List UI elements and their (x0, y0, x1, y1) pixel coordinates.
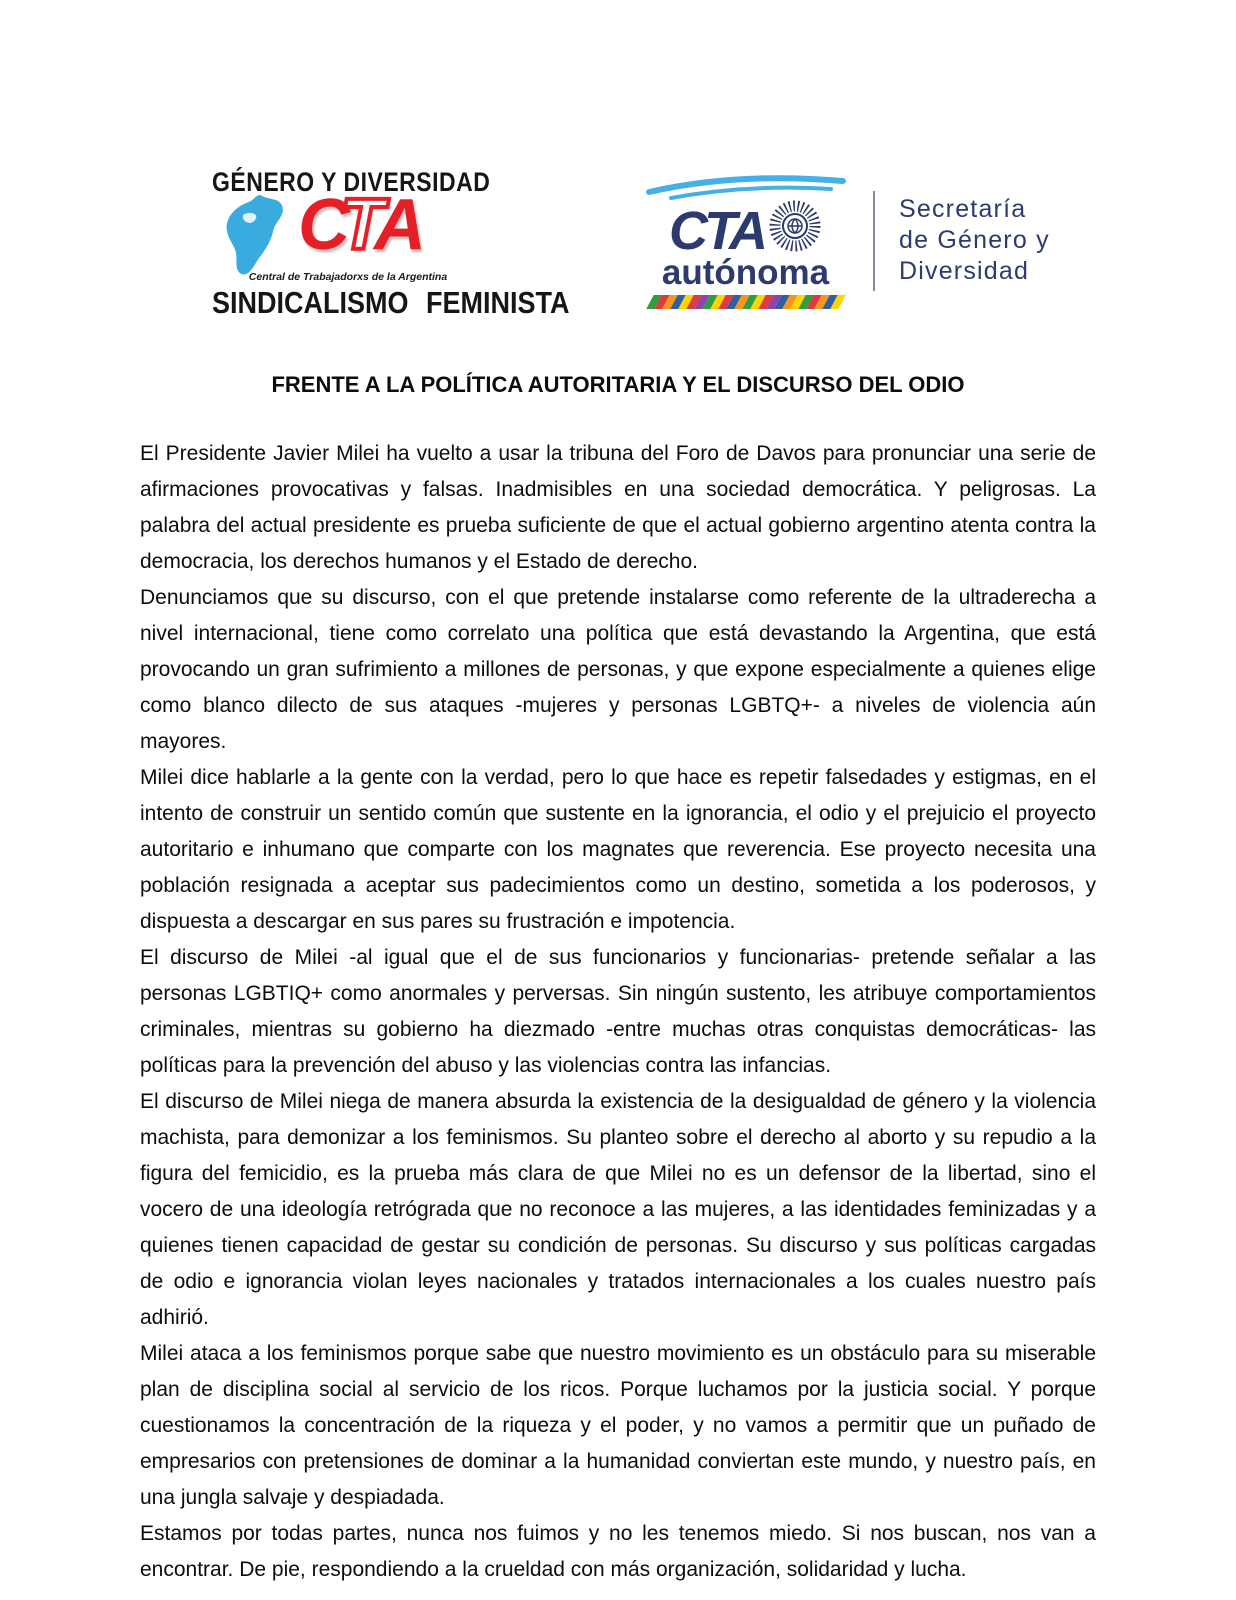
document-body (0, 436, 1236, 1588)
cta-autonoma-wordmark (669, 200, 822, 261)
cta-autonoma-mark (638, 172, 853, 309)
south-america-map-icon (220, 193, 288, 290)
logo-bottom-text: SINDICALISMO FEMINISTA (212, 286, 570, 320)
secretariat-line-3: Diversidad (899, 257, 1030, 285)
wiphala-band (646, 295, 845, 309)
autonoma-text: autónoma (661, 253, 830, 292)
cta-acronym (298, 185, 420, 265)
cta-letter-t: T (340, 185, 378, 265)
secretariat-line-2: de Género y (899, 226, 1050, 254)
cta-wordmark (212, 185, 484, 269)
logo-divider (873, 191, 875, 291)
paragraph-6: Milei ataca a los feminismos porque sabe que nuestro movimiento es un obstáculo para su miserable plan de disciplina social al servicio de los ricos. Porque luchamos por la justicia social. Y porque cuestionamos la concentración de la riqueza y el poder, y no vamos a permitir que un puñado de empresarios con pretensiones de dominar a la humanidad conviertan este mundo, y nuestro país, en una jungla salvaje y despiadada. (140, 1342, 1096, 1509)
logo-subtitle: Central de Trabajadorxs de la Argentina (248, 271, 448, 283)
paragraph-5: El discurso de Milei niega de manera absurda la existencia de la desigualdad de género y la violencia machista, para demonizar a los feminismos. Su planteo sobre el derecho al aborto y su repudio a la figura del femicidio, es la prueba más clara de que Milei no es un defensor de la libertad, sino el vocero de una ideología retrógrada que no reconoce a las mujeres, a las identidades feminizadas y a quienes tienen capacidad de gestar su condición de personas. Su discurso y sus políticas cargadas de odio e ignorancia violan leyes nacionales y tratados internacionales a los cuales nuestro país adhirió. (140, 1090, 1096, 1329)
page-header (0, 0, 1236, 320)
secretariat-title (899, 194, 1050, 287)
cta-genero-diversidad-logo (212, 166, 570, 320)
paragraph-2: Denunciamos que su discurso, con el que pretende instalarse como referente de la ultraderecha a nivel internacional, tiene como correlato una política que está devastando la Argentina, que está provocando un gran sufrimiento a millones de personas, y que expone especialmente a quienes elige como blanco dilecto de sus ataques -mujeres y personas LGBTQ+- a niveles de violencia aún mayores. (140, 586, 1096, 753)
secretariat-line-1: Secretaría (899, 195, 1027, 223)
cta-autonoma-logo (638, 172, 1050, 309)
cta-letter-c: C (298, 185, 344, 265)
sun-icon (768, 199, 822, 258)
paragraph-7: Estamos por todas partes, nunca nos fuimos y no les tenemos miedo. Si nos buscan, nos van a encontrar. De pie, respondiendo a la crueldad con más organización, solidaridad y lucha. (140, 1522, 1096, 1581)
paragraph-3: Milei dice hablarle a la gente con la verdad, pero lo que hace es repetir falsedades y estigmas, en el intento de construir un sentido común que sustente en la ignorancia, el odio y el prejuicio el proyecto autoritario e inhumano que comparte con los magnates que reverencia. Ese proyecto necesita una población resignada a aceptar sus padecimientos como un destino, sometida a los poderosos, y dispuesta a descargar en sus pares su frustración e impotencia. (140, 766, 1096, 933)
paragraph-4: El discurso de Milei -al igual que el de sus funcionarios y funcionarias- pretende señalar a las personas LGBTIQ+ como anormales y perversas. Sin ningún sustento, les atribuye comportamientos criminales, mientras su gobierno ha diezmado -entre muchas otras conquistas democráticas- las políticas para la prevención del abuso y las violencias contra las infancias. (140, 946, 1096, 1077)
paragraph-1: El Presidente Javier Milei ha vuelto a usar la tribuna del Foro de Davos para pronunciar una serie de afirmaciones provocativas y falsas. Inadmisibles en una sociedad democrática. Y peligrosas. La palabra del actual presidente es prueba suficiente de que el actual gobierno argentino atenta contra la democracia, los derechos humanos y el Estado de derecho. (140, 442, 1096, 573)
document-title: FRENTE A LA POLÍTICA AUTORITARIA Y EL DISCURSO DEL ODIO (271, 372, 965, 397)
cta-autonoma-acronym: CTA (669, 200, 764, 261)
cta-letter-a: A (373, 185, 420, 265)
logo-top-text: GÉNERO Y DIVERSIDAD (212, 166, 491, 197)
